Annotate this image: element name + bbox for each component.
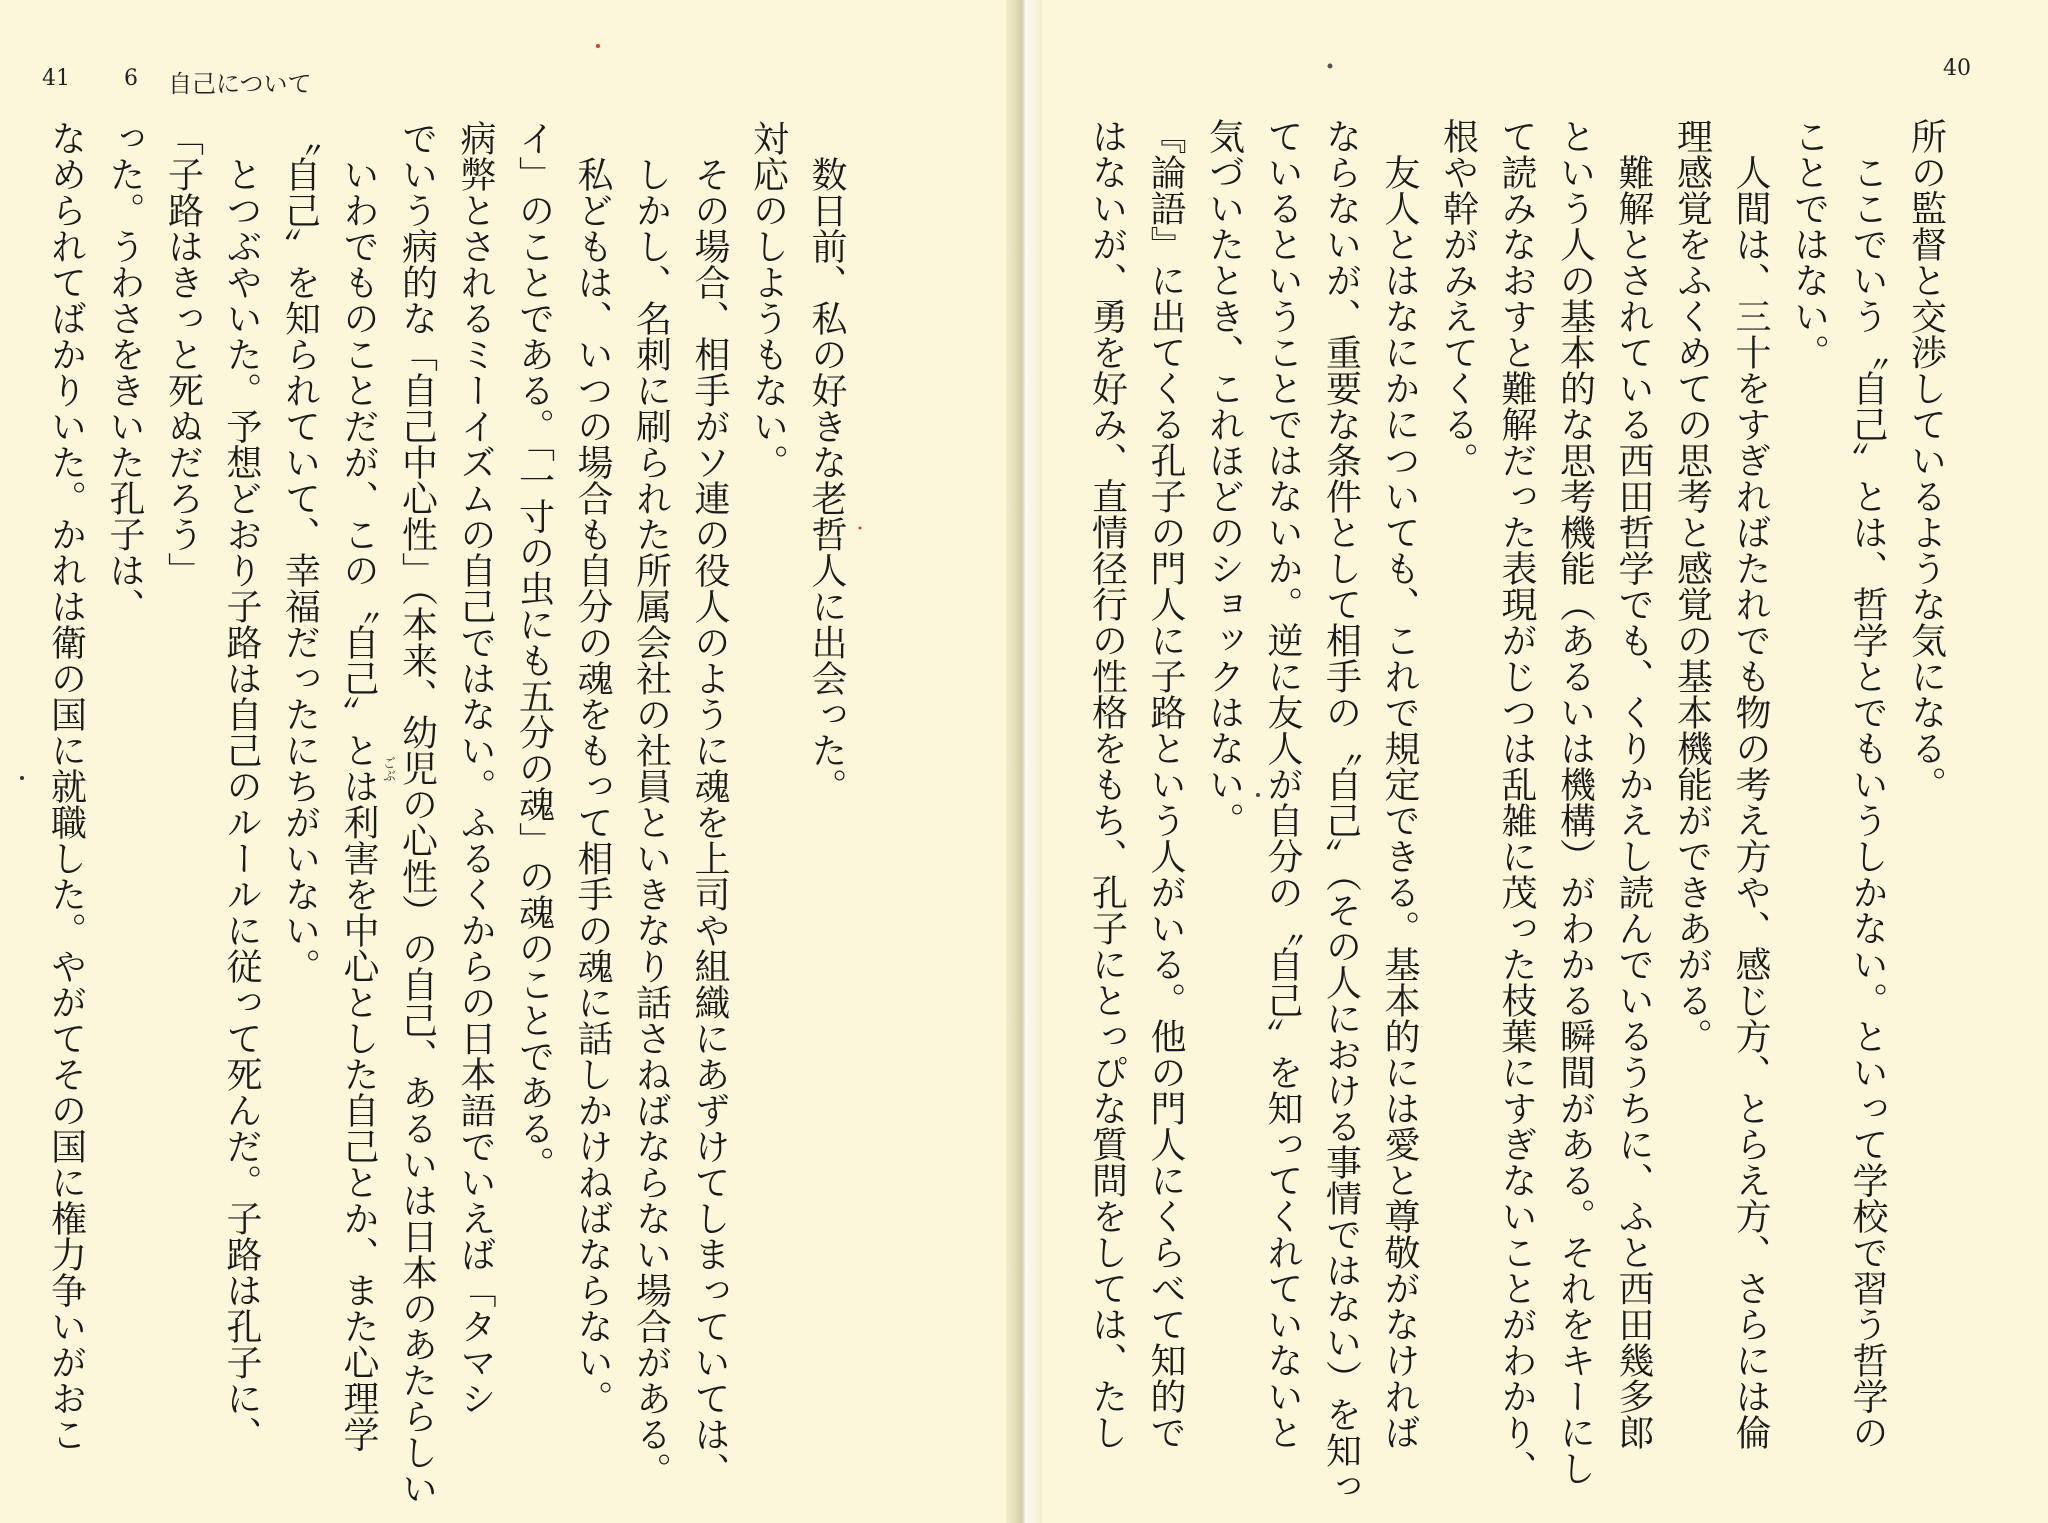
- text-line: 気づいたとき、これほどのショックはない。: [1203, 118, 1245, 838]
- right-page-number: 40: [1943, 56, 1971, 81]
- text-line: 『論語』に出てくる孔子の門人に子路という人がいる。他の門人にくらべて知的で: [1145, 118, 1186, 1450]
- text-line: ここでいう〝自己〟とは、哲学とでもいうしかない。といって学校で習う哲学の: [1847, 118, 1888, 1450]
- right-page-text: [1077, 118, 1955, 1518]
- text-line: 理感覚をふくめての思考と感覚の基本機能ができあがる。: [1671, 118, 1713, 1054]
- text-line: 難解とされている西田哲学でも、くりかえし読んでいるうちに、ふと西田幾多郎: [1613, 118, 1654, 1450]
- text-line: 人間は、三十をすぎればたれでも物の考え方や、感じ方、とらえ方、さらには倫: [1730, 118, 1771, 1450]
- text-line: 対応のしようもない。: [747, 120, 789, 480]
- chapter-number: 6: [124, 66, 138, 91]
- text-line: ならないが、重要な条件として相手の〝自己〟（その人における事情ではない）を知っ: [1320, 118, 1362, 1504]
- text-line: て読みなおすと難解だった表現がじつは乱雑に茂った枝葉にすぎないことがわかり、: [1496, 118, 1537, 1486]
- text-line: 〝自己〟を知られていて、幸福だったにちがいない。: [279, 120, 321, 984]
- ruby-annotation: ごぶ: [380, 756, 395, 782]
- text-line: 私どもは、いつの場合も自分の魂をもって相手の魂に話しかけねばならない。: [572, 120, 613, 1416]
- text-line: 病弊とされるミーイズムの自己ではない。ふるくからの日本語でいえば「タマシ: [455, 120, 496, 1416]
- text-line: とつぶやいた。予想どおり子路は自己のルールに従って死んだ。子路は孔子に、: [221, 120, 262, 1452]
- text-line: イ」のことである。「一寸の虫にも五分の魂」の魂のことである。: [513, 120, 555, 1182]
- text-line: 「子路はきっと死ぬだろう」: [162, 120, 204, 588]
- text-line: その場合、相手がソ連の役人のように魂を上司や組織にあずけてしまっていては、: [689, 120, 730, 1488]
- text-line: 根や幹がみえてくる。: [1437, 118, 1479, 478]
- text-line: 所の監督と交渉しているような気になる。: [1905, 118, 1947, 802]
- text-line: はないが、勇を好み、直情径行の性格をもち、孔子にとっぴな質問をしては、たし: [1086, 118, 1128, 1450]
- chapter-title: 自己について: [168, 70, 312, 98]
- text-line: 友人とはなにかについても、これで規定できる。基本的には愛と尊敬がなければ: [1379, 118, 1420, 1450]
- text-line: なめられてばかりいた。かれは衛の国に就職した。やがてその国に権力争いがおこ: [45, 120, 87, 1452]
- text-line: ているということではないか。逆に友人が自分の〝自己〟を知ってくれていないと: [1262, 118, 1303, 1450]
- left-page-text: [36, 120, 855, 1520]
- left-page-number: 41: [42, 66, 70, 91]
- text-line: 数日前、私の好きな老哲人に出会った。: [806, 120, 847, 804]
- text-line: という人の基本的な思考機能（あるいは機構）がわかる瞬間がある。それをキーにし: [1554, 118, 1596, 1486]
- book-gutter: [1006, 0, 1042, 1523]
- text-line: でいう病的な「自己中心性」（本来、幼児の心性）の自己、あるいは日本のあたらしい: [396, 120, 438, 1506]
- text-line: しかし、名刺に刷られた所属会社の社員といきなり話さねばならない場合がある。: [630, 120, 672, 1488]
- text-line: ことではない。: [1788, 118, 1830, 370]
- text-line: いわでものことだが、この〝自己〟とは利害を中心とした自己とか、また心理学: [338, 120, 379, 1452]
- text-line: った。うわさをきいた孔子は、: [104, 120, 145, 624]
